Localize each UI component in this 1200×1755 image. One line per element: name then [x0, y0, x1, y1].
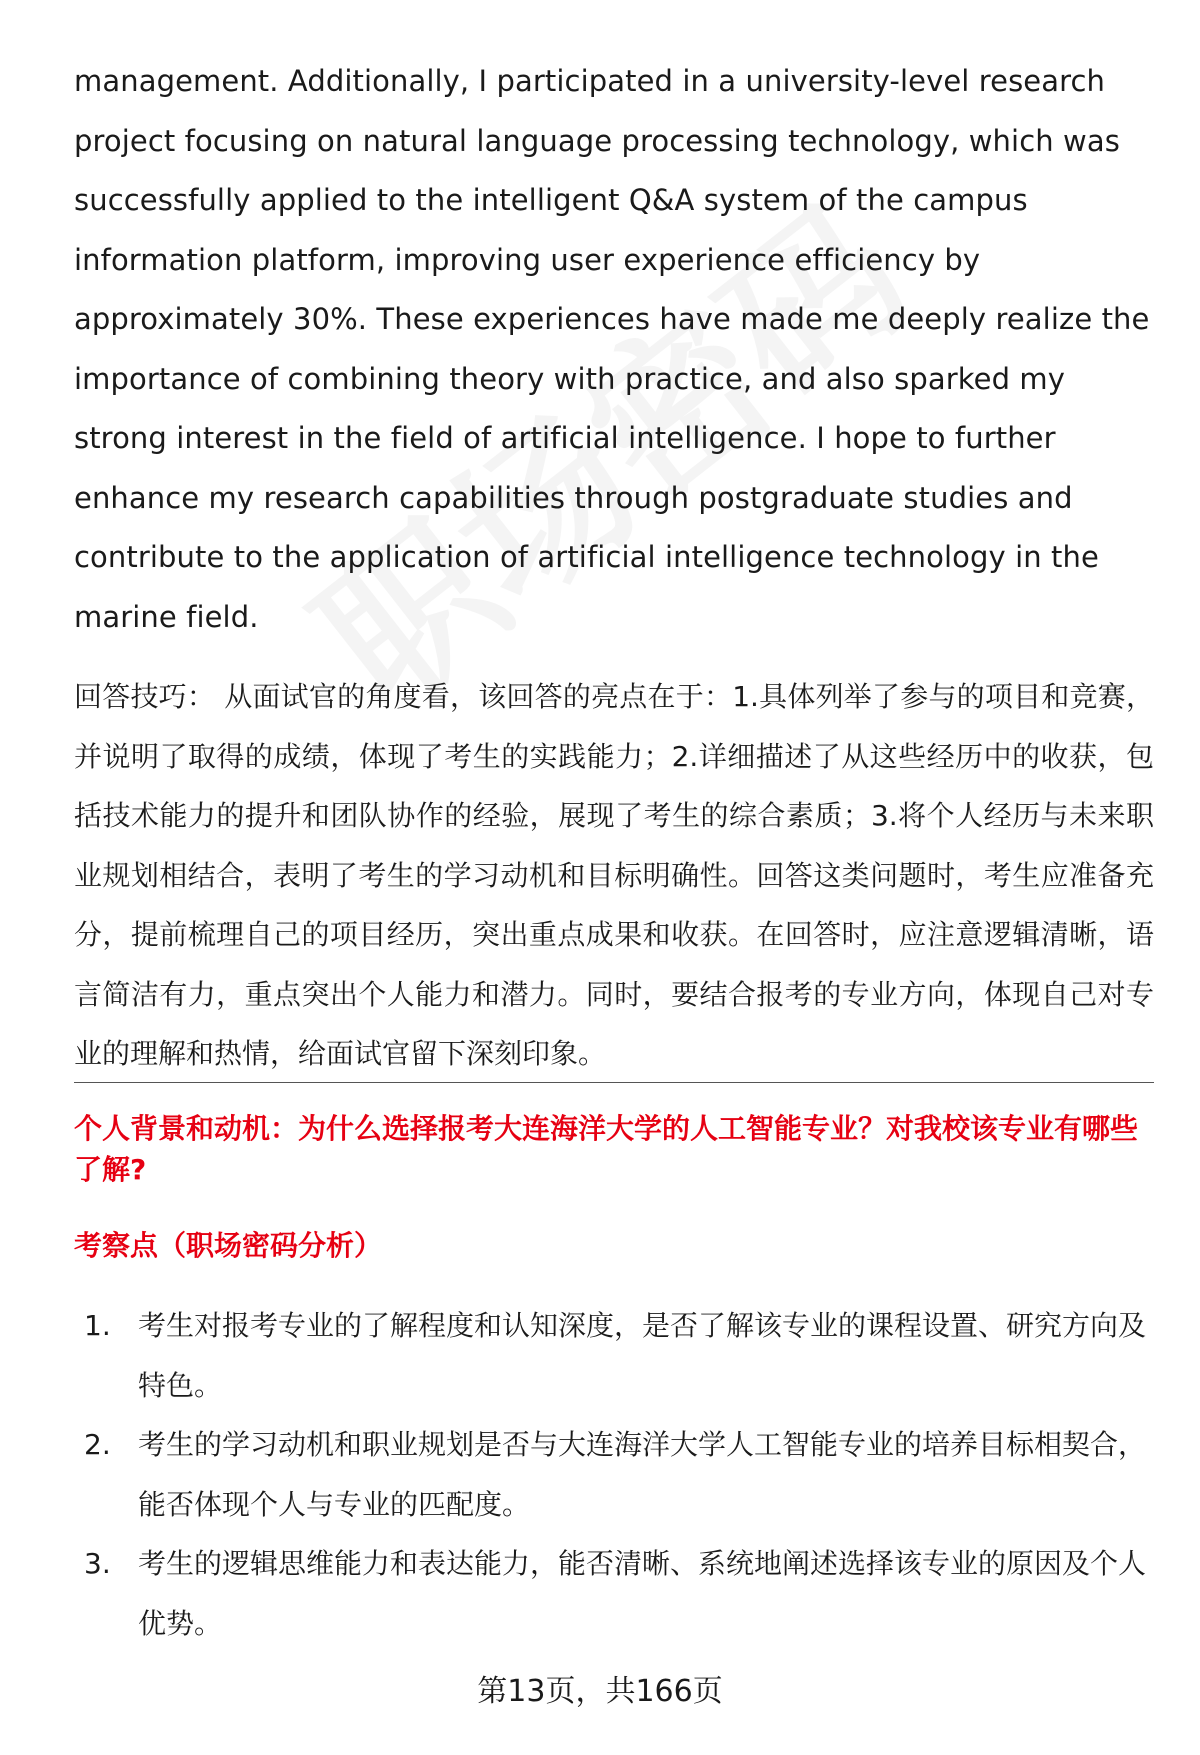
question-heading: 个人背景和动机：为什么选择报考大连海洋大学的人工智能专业？对我校该专业有哪些了解? [74, 1112, 1139, 1186]
list-item-text: 考生的逻辑思维能力和表达能力，能否清晰、系统地阐述选择该专业的原因及个人优势。 [138, 1547, 1147, 1640]
list-item-text: 考生的学习动机和职业规划是否与大连海洋大学人工智能专业的培养目标相契合，能否体现个人与专业的匹配度。 [138, 1428, 1147, 1521]
list-item-number: 2. [84, 1428, 111, 1461]
answer-tips-paragraph: 回答技巧： 从面试官的角度看，该回答的亮点在于：1.具体列举了参与的项目和竞赛，并说明了取得的成绩，体现了考生的实践能力；2.详细描述了从这些经历中的收获，包括技术能力的提升和团队协作的经验，展现了考生的综合素质；3.将个人经历与未来职业规划相结合，表明了考生的学习动机和目标明确性。回答这类问题时，考生应准备充分，提前梳理自己的项目经历，突出重点成果和收获。在回答时，应注意逻辑清晰，语言简洁有力，重点突出个人能力和潜力。同时，要结合报考的专业方向，体现自己对专业的理解和热情，给面试官留下深刻印象。 [74, 680, 1154, 1070]
list-item [74, 1534, 1154, 1653]
body-content [74, 52, 1154, 1084]
list-item-text: 考生对报考专业的了解程度和认知深度，是否了解该专业的课程设置、研究方向及特色。 [138, 1309, 1147, 1402]
page-number: 第13页，共166页 [477, 1674, 723, 1709]
points-list [74, 1296, 1154, 1653]
section-divider [74, 1082, 1154, 1083]
list-item [74, 1415, 1154, 1534]
english-paragraph: management. Additionally, I participated in a university-level research project focusing on natural language processing technology, which was successfully applied to the intelligent Q&A system of the campus information platform, improving user experience efficiency by approximately 30%. These experiences have made me deeply realize the importance of combining theory with practice, and also sparked my strong interest in the field of artificial intelligence. I hope to further enhance my research capabilities through postgraduate studies and contribute to the application of artificial intelligence technology in the marine field. [74, 64, 1150, 634]
list-item [74, 1296, 1154, 1415]
list-item-number: 1. [84, 1309, 111, 1342]
list-item-number: 3. [84, 1547, 111, 1580]
section-title: 考察点（职场密码分析） [74, 1229, 383, 1262]
